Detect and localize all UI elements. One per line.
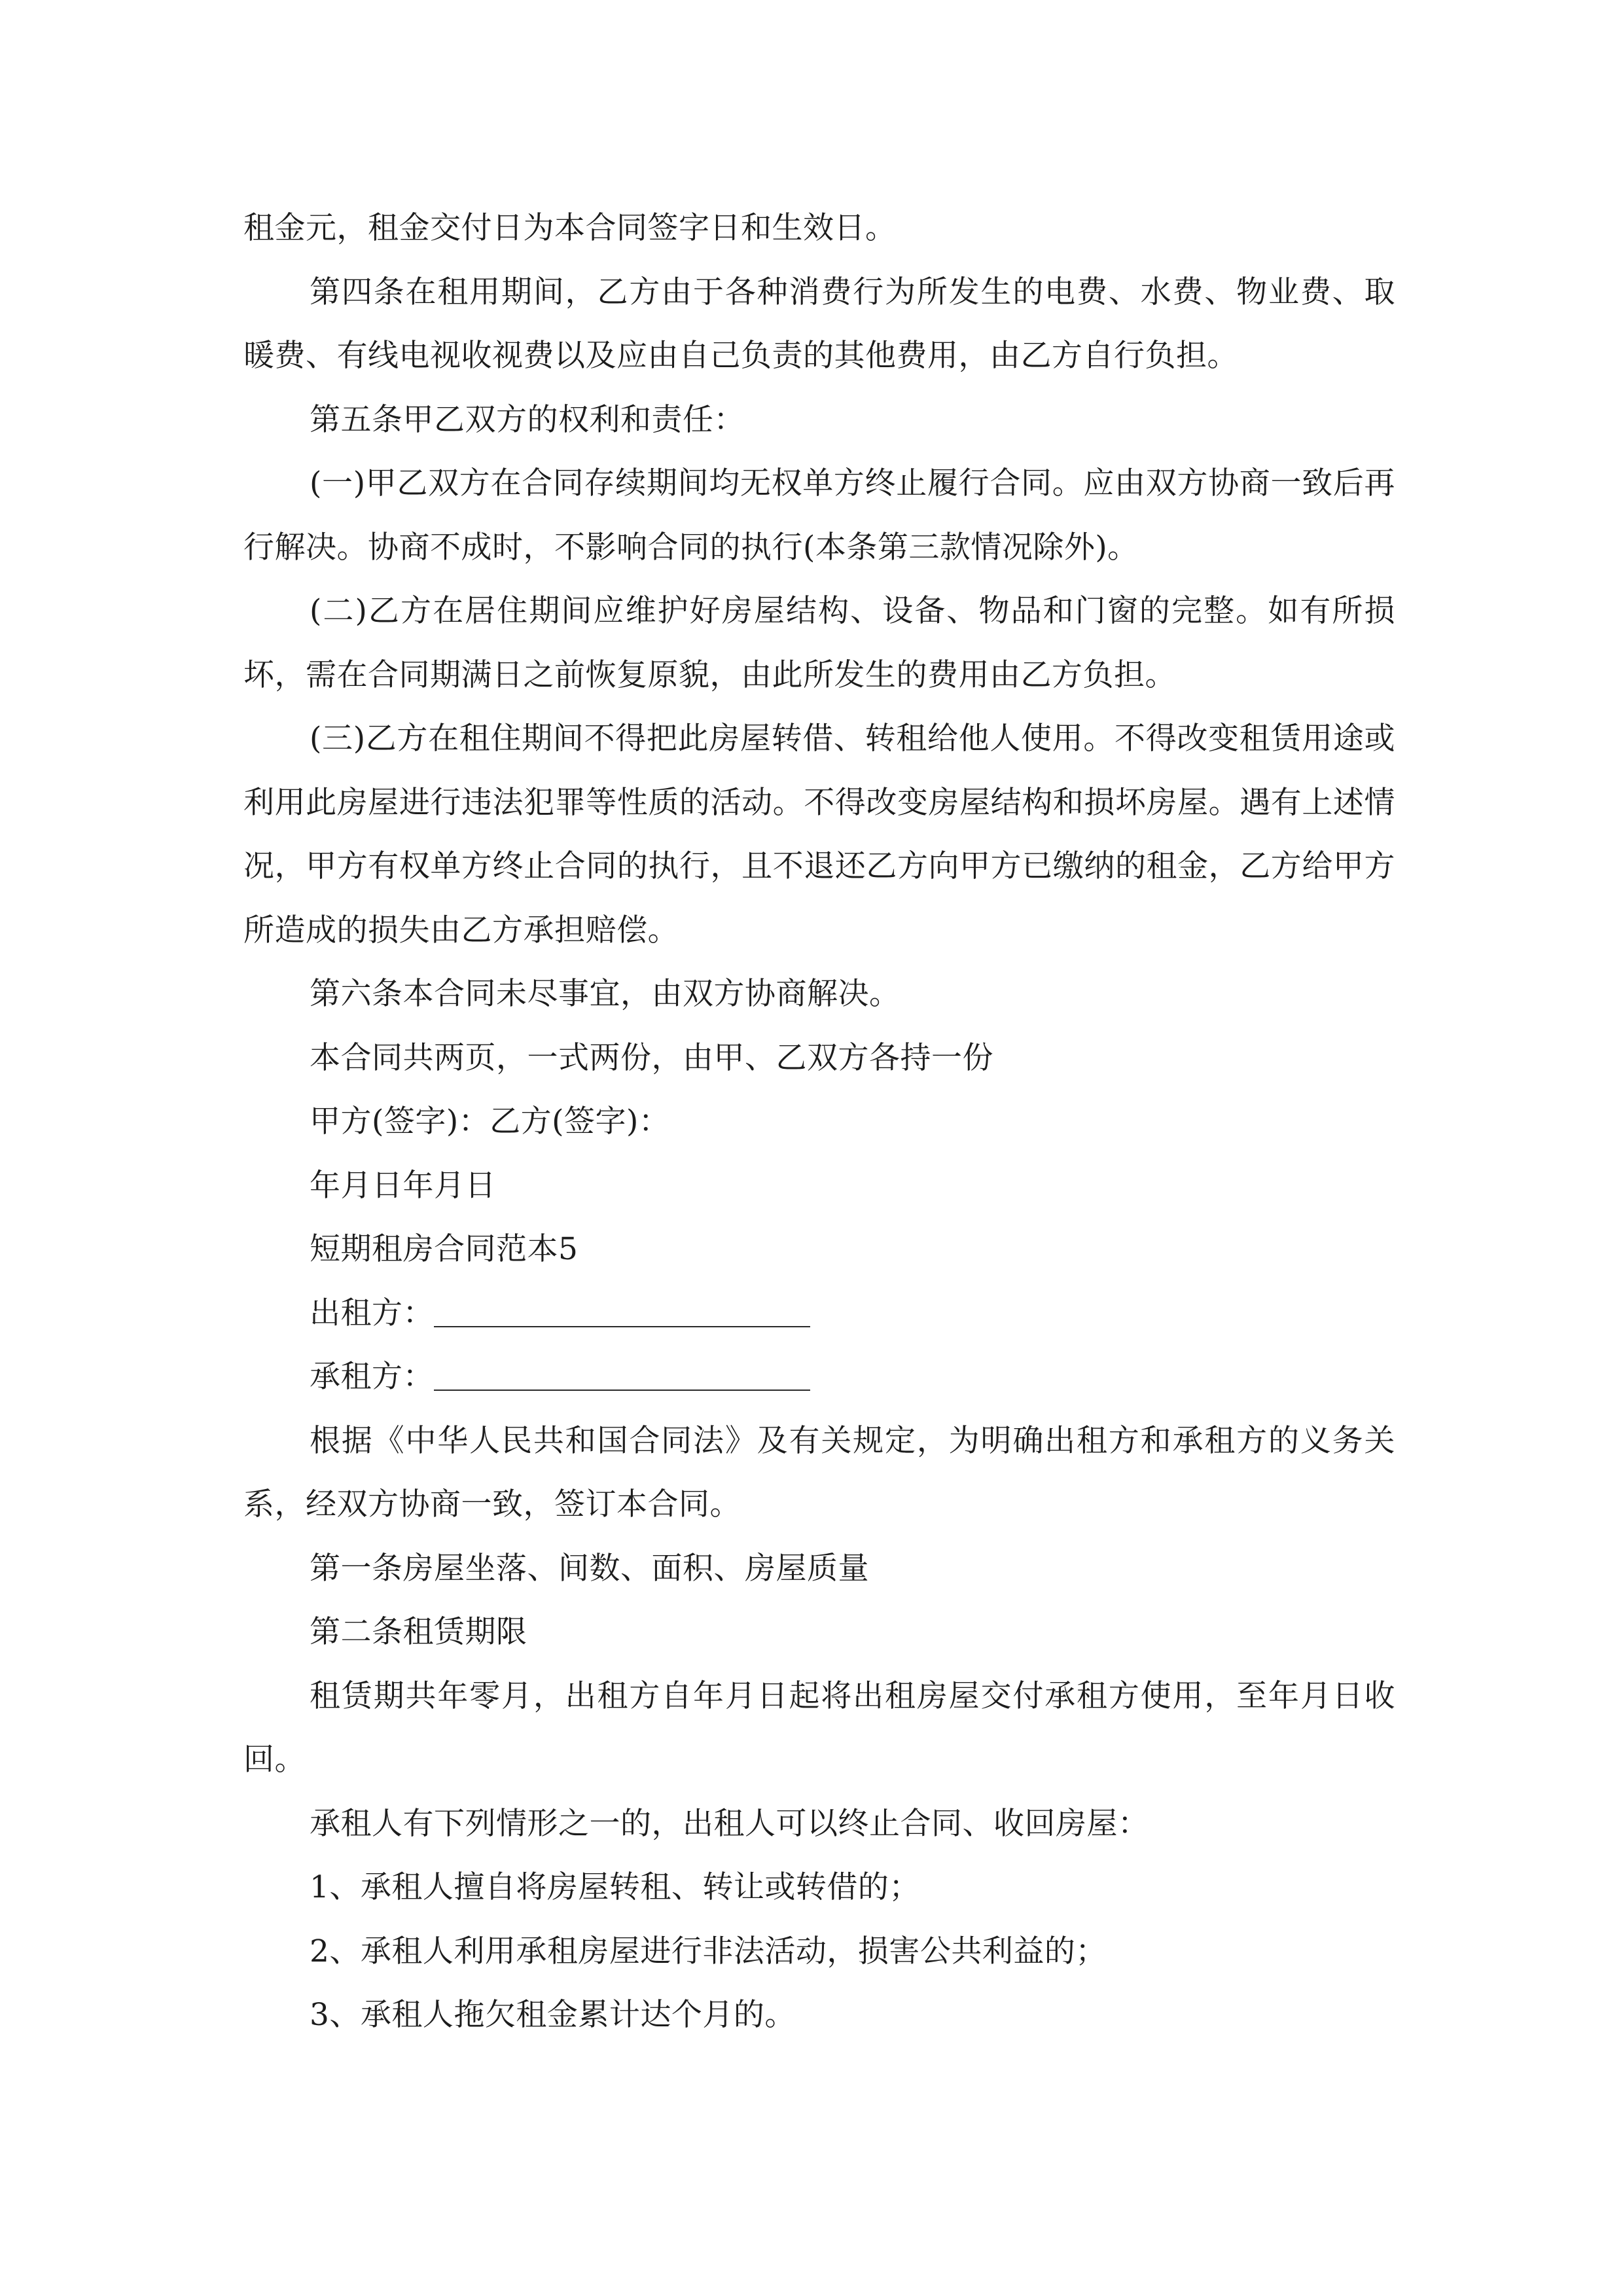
paragraph-article-5-item-3: (三)乙方在租住期间不得把此房屋转借、转租给他人使用。不得改变租赁用途或利用此房屋进行违法犯罪等性质的活动。不得改变房屋结构和损坏房屋。遇有上述情况，甲方有权单方终止合同的执行，且不退还乙方向甲方已缴纳的租金，乙方给甲方所造成的损失由乙方承担赔偿。 [243,721,1395,948]
date-line: 年月日年月日 [310,1167,496,1204]
paragraph-rent-payment: 租金元，租金交付日为本合同签字日和生效日。 [243,210,897,246]
paragraph-copies: 本合同共两页，一式两份，由甲、乙双方各持一份 [310,1039,993,1076]
lessee-blank [434,1361,810,1391]
lessee-line [243,1345,1395,1409]
lessor-label: 出租方： [310,1295,434,1331]
paragraph-article-6: 第六条本合同未尽事宜，由双方协商解决。 [310,976,901,1012]
list-item-3: 3、承租人拖欠租金累计达个月的。 [310,1997,796,2033]
paragraph-article-4: 第四条在租用期间，乙方由于各种消费行为所发生的电费、水费、物业费、取暖费、有线电视收视费以及应由自己负责的其他费用，由乙方自行负担。 [243,274,1395,374]
signature-line: 甲方(签字)：乙方(签字)： [310,1103,670,1139]
lessee-label: 承租方： [310,1359,434,1395]
paragraph-article-1: 第一条房屋坐落、间数、面积、房屋质量 [310,1550,869,1587]
list-item-2: 2、承租人利用承租房屋进行非法活动，损害公共利益的； [310,1933,1107,1969]
list-item-1: 1、承租人擅自将房屋转租、转让或转借的； [310,1869,920,1905]
paragraph-article-5-heading: 第五条甲乙双方的权利和责任： [310,401,745,438]
paragraph-lease-term: 租赁期共年零月，出租方自年月日起将出租房屋交付承租方使用，至年月日收回。 [243,1677,1395,1778]
paragraph-article-5-item-1: (一)甲乙双方在合同存续期间均无权单方终止履行合同。应由双方协商一致后再行解决。协商不成时，不影响合同的执行(本条第三款情况除外)。 [243,465,1395,565]
document-body [243,196,1395,2047]
paragraph-preamble: 根据《中华人民共和国合同法》及有关规定，为明确出租方和承租方的义务关系，经双方协商一致，签订本合同。 [243,1422,1395,1522]
paragraph-termination-conditions: 承租人有下列情形之一的，出租人可以终止合同、收回房屋： [310,1805,1149,1842]
section-title: 短期租房合同范本5 [310,1231,579,1267]
paragraph-article-5-item-2: (二)乙方在居住期间应维护好房屋结构、设备、物品和门窗的完整。如有所损坏，需在合同期满日之前恢复原貌，由此所发生的费用由乙方负担。 [243,593,1395,693]
lessor-line [243,1282,1395,1346]
lessor-blank [434,1297,810,1327]
paragraph-article-2: 第二条租赁期限 [310,1614,527,1650]
